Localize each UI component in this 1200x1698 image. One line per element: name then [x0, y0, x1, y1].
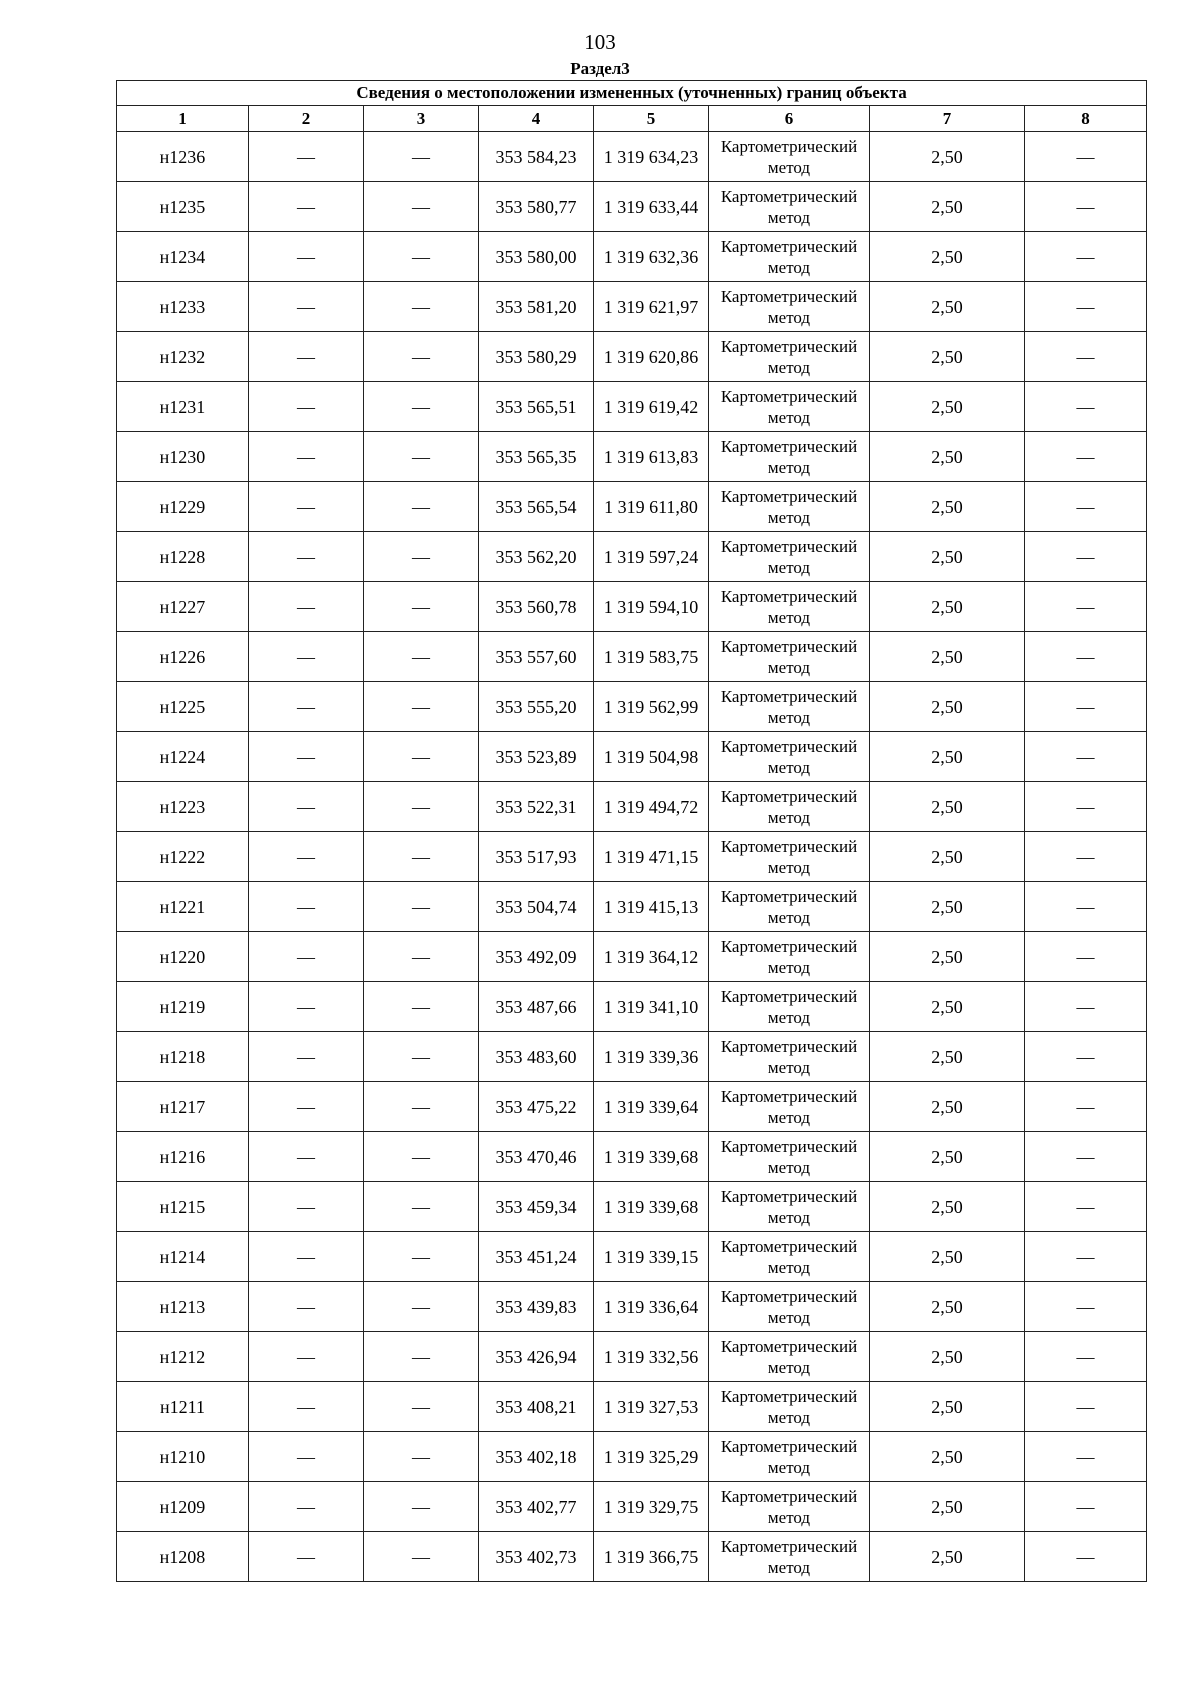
empty-value-cell: — [249, 982, 364, 1032]
empty-value-cell: — [249, 882, 364, 932]
empty-value-cell: — [1025, 282, 1147, 332]
point-number-cell: н1212 [117, 1332, 249, 1382]
y-coordinate-cell: 1 319 634,23 [594, 132, 709, 182]
table-row [117, 1132, 1147, 1182]
y-coordinate-cell: 1 319 339,36 [594, 1032, 709, 1082]
point-number-cell: н1230 [117, 432, 249, 482]
x-coordinate-cell: 353 565,54 [479, 482, 594, 532]
empty-value-cell: — [364, 1332, 479, 1382]
y-coordinate-cell: 1 319 339,64 [594, 1082, 709, 1132]
point-number-cell: н1210 [117, 1432, 249, 1482]
empty-value-cell: — [364, 482, 479, 532]
accuracy-cell: 2,50 [870, 782, 1025, 832]
method-cell: Картометрический метод [709, 832, 870, 882]
y-coordinate-cell: 1 319 336,64 [594, 1282, 709, 1332]
empty-value-cell: — [249, 1182, 364, 1232]
empty-value-cell: — [249, 382, 364, 432]
x-coordinate-cell: 353 475,22 [479, 1082, 594, 1132]
y-coordinate-cell: 1 319 364,12 [594, 932, 709, 982]
y-coordinate-cell: 1 319 632,36 [594, 232, 709, 282]
x-coordinate-cell: 353 562,20 [479, 532, 594, 582]
column-number: 4 [479, 106, 594, 132]
empty-value-cell: — [364, 132, 479, 182]
empty-value-cell: — [249, 1232, 364, 1282]
accuracy-cell: 2,50 [870, 932, 1025, 982]
empty-value-cell: — [1025, 1532, 1147, 1582]
method-cell: Картометрический метод [709, 332, 870, 382]
empty-value-cell: — [1025, 1282, 1147, 1332]
table-row [117, 132, 1147, 182]
y-coordinate-cell: 1 319 597,24 [594, 532, 709, 582]
empty-value-cell: — [249, 782, 364, 832]
point-number-cell: н1209 [117, 1482, 249, 1532]
table-row [117, 632, 1147, 682]
empty-value-cell: — [364, 1432, 479, 1482]
empty-value-cell: — [364, 532, 479, 582]
y-coordinate-cell: 1 319 583,75 [594, 632, 709, 682]
accuracy-cell: 2,50 [870, 532, 1025, 582]
empty-value-cell: — [364, 182, 479, 232]
accuracy-cell: 2,50 [870, 232, 1025, 282]
accuracy-cell: 2,50 [870, 1232, 1025, 1282]
empty-value-cell: — [249, 682, 364, 732]
point-number-cell: н1213 [117, 1282, 249, 1332]
accuracy-cell: 2,50 [870, 182, 1025, 232]
x-coordinate-cell: 353 402,18 [479, 1432, 594, 1482]
empty-value-cell: — [1025, 832, 1147, 882]
x-coordinate-cell: 353 459,34 [479, 1182, 594, 1232]
empty-value-cell: — [1025, 332, 1147, 382]
point-number-cell: н1216 [117, 1132, 249, 1182]
x-coordinate-cell: 353 426,94 [479, 1332, 594, 1382]
point-number-cell: н1211 [117, 1382, 249, 1432]
table-row [117, 682, 1147, 732]
point-number-cell: н1221 [117, 882, 249, 932]
x-coordinate-cell: 353 580,00 [479, 232, 594, 282]
method-cell: Картометрический метод [709, 282, 870, 332]
table-caption-row [117, 81, 1147, 106]
point-number-cell: н1227 [117, 582, 249, 632]
point-number-cell: н1224 [117, 732, 249, 782]
x-coordinate-cell: 353 580,77 [479, 182, 594, 232]
point-number-cell: н1234 [117, 232, 249, 282]
accuracy-cell: 2,50 [870, 882, 1025, 932]
column-number: 1 [117, 106, 249, 132]
x-coordinate-cell: 353 522,31 [479, 782, 594, 832]
page-number: 103 [584, 30, 616, 54]
table-row [117, 782, 1147, 832]
empty-value-cell: — [249, 232, 364, 282]
method-cell: Картометрический метод [709, 1032, 870, 1082]
empty-value-cell: — [1025, 382, 1147, 432]
table-row [117, 232, 1147, 282]
point-number-cell: н1218 [117, 1032, 249, 1082]
empty-value-cell: — [1025, 582, 1147, 632]
y-coordinate-cell: 1 319 339,15 [594, 1232, 709, 1282]
point-number-cell: н1214 [117, 1232, 249, 1282]
y-coordinate-cell: 1 319 613,83 [594, 432, 709, 482]
y-coordinate-cell: 1 319 633,44 [594, 182, 709, 232]
method-cell: Картометрический метод [709, 482, 870, 532]
empty-value-cell: — [1025, 1332, 1147, 1382]
empty-value-cell: — [249, 732, 364, 782]
empty-value-cell: — [1025, 1432, 1147, 1482]
point-number-cell: н1217 [117, 1082, 249, 1132]
empty-value-cell: — [364, 682, 479, 732]
method-cell: Картометрический метод [709, 932, 870, 982]
column-number: 2 [249, 106, 364, 132]
method-cell: Картометрический метод [709, 532, 870, 582]
table-row [117, 1182, 1147, 1232]
accuracy-cell: 2,50 [870, 632, 1025, 682]
empty-value-cell: — [1025, 1132, 1147, 1182]
table-row [117, 282, 1147, 332]
method-cell: Картометрический метод [709, 1132, 870, 1182]
x-coordinate-cell: 353 439,83 [479, 1282, 594, 1332]
empty-value-cell: — [1025, 532, 1147, 582]
accuracy-cell: 2,50 [870, 1332, 1025, 1382]
accuracy-cell: 2,50 [870, 732, 1025, 782]
x-coordinate-cell: 353 523,89 [479, 732, 594, 782]
method-cell: Картометрический метод [709, 1282, 870, 1332]
empty-value-cell: — [364, 1032, 479, 1082]
table-row [117, 182, 1147, 232]
method-cell: Картометрический метод [709, 1232, 870, 1282]
empty-value-cell: — [249, 532, 364, 582]
empty-value-cell: — [1025, 682, 1147, 732]
empty-value-cell: — [249, 1032, 364, 1082]
empty-value-cell: — [364, 1382, 479, 1432]
empty-value-cell: — [364, 1282, 479, 1332]
method-cell: Картометрический метод [709, 132, 870, 182]
table-caption: Сведения о местоположении измененных (уточненных) границ объекта [117, 81, 1147, 106]
x-coordinate-cell: 353 470,46 [479, 1132, 594, 1182]
table-row [117, 332, 1147, 382]
y-coordinate-cell: 1 319 339,68 [594, 1182, 709, 1232]
empty-value-cell: — [364, 982, 479, 1032]
empty-value-cell: — [364, 432, 479, 482]
empty-value-cell: — [249, 832, 364, 882]
empty-value-cell: — [1025, 632, 1147, 682]
empty-value-cell: — [249, 282, 364, 332]
x-coordinate-cell: 353 581,20 [479, 282, 594, 332]
point-number-cell: н1215 [117, 1182, 249, 1232]
column-number: 3 [364, 106, 479, 132]
empty-value-cell: — [1025, 782, 1147, 832]
y-coordinate-cell: 1 319 494,72 [594, 782, 709, 832]
empty-value-cell: — [364, 1082, 479, 1132]
table-row [117, 1532, 1147, 1582]
column-number: 7 [870, 106, 1025, 132]
empty-value-cell: — [364, 1232, 479, 1282]
table-row [117, 882, 1147, 932]
y-coordinate-cell: 1 319 325,29 [594, 1432, 709, 1482]
accuracy-cell: 2,50 [870, 1482, 1025, 1532]
empty-value-cell: — [1025, 182, 1147, 232]
accuracy-cell: 2,50 [870, 382, 1025, 432]
empty-value-cell: — [249, 1432, 364, 1482]
table-row [117, 1032, 1147, 1082]
empty-value-cell: — [364, 282, 479, 332]
empty-value-cell: — [1025, 1232, 1147, 1282]
table-row [117, 1432, 1147, 1482]
method-cell: Картометрический метод [709, 1482, 870, 1532]
method-cell: Картометрический метод [709, 682, 870, 732]
point-number-cell: н1222 [117, 832, 249, 882]
empty-value-cell: — [249, 132, 364, 182]
table-row [117, 732, 1147, 782]
table-row [117, 832, 1147, 882]
empty-value-cell: — [1025, 482, 1147, 532]
accuracy-cell: 2,50 [870, 582, 1025, 632]
empty-value-cell: — [364, 1482, 479, 1532]
method-cell: Картометрический метод [709, 982, 870, 1032]
point-number-cell: н1231 [117, 382, 249, 432]
y-coordinate-cell: 1 319 366,75 [594, 1532, 709, 1582]
x-coordinate-cell: 353 580,29 [479, 332, 594, 382]
x-coordinate-cell: 353 504,74 [479, 882, 594, 932]
empty-value-cell: — [249, 432, 364, 482]
table-row [117, 482, 1147, 532]
x-coordinate-cell: 353 557,60 [479, 632, 594, 682]
empty-value-cell: — [1025, 232, 1147, 282]
table-row [117, 982, 1147, 1032]
method-cell: Картометрический метод [709, 232, 870, 282]
empty-value-cell: — [1025, 732, 1147, 782]
accuracy-cell: 2,50 [870, 1532, 1025, 1582]
empty-value-cell: — [364, 782, 479, 832]
empty-value-cell: — [249, 1482, 364, 1532]
method-cell: Картометрический метод [709, 1382, 870, 1432]
accuracy-cell: 2,50 [870, 1032, 1025, 1082]
x-coordinate-cell: 353 483,60 [479, 1032, 594, 1082]
empty-value-cell: — [1025, 1032, 1147, 1082]
accuracy-cell: 2,50 [870, 1182, 1025, 1232]
method-cell: Картометрический метод [709, 1332, 870, 1382]
x-coordinate-cell: 353 408,21 [479, 1382, 594, 1432]
x-coordinate-cell: 353 402,73 [479, 1532, 594, 1582]
x-coordinate-cell: 353 402,77 [479, 1482, 594, 1532]
table-row [117, 432, 1147, 482]
empty-value-cell: — [249, 582, 364, 632]
table-row [117, 532, 1147, 582]
x-coordinate-cell: 353 492,09 [479, 932, 594, 982]
table-body [117, 132, 1147, 1582]
empty-value-cell: — [1025, 882, 1147, 932]
table-row [117, 382, 1147, 432]
y-coordinate-cell: 1 319 611,80 [594, 482, 709, 532]
empty-value-cell: — [249, 1532, 364, 1582]
point-number-cell: н1223 [117, 782, 249, 832]
point-number-cell: н1220 [117, 932, 249, 982]
y-coordinate-cell: 1 319 621,97 [594, 282, 709, 332]
method-cell: Картометрический метод [709, 582, 870, 632]
method-cell: Картометрический метод [709, 632, 870, 682]
accuracy-cell: 2,50 [870, 432, 1025, 482]
empty-value-cell: — [364, 582, 479, 632]
accuracy-cell: 2,50 [870, 282, 1025, 332]
empty-value-cell: — [249, 1332, 364, 1382]
point-number-cell: н1232 [117, 332, 249, 382]
empty-value-cell: — [1025, 1182, 1147, 1232]
accuracy-cell: 2,50 [870, 1282, 1025, 1332]
table-row [117, 1082, 1147, 1132]
empty-value-cell: — [1025, 1382, 1147, 1432]
section-label: Раздел3 [570, 59, 630, 78]
empty-value-cell: — [1025, 1482, 1147, 1532]
empty-value-cell: — [364, 932, 479, 982]
x-coordinate-cell: 353 565,35 [479, 432, 594, 482]
y-coordinate-cell: 1 319 329,75 [594, 1482, 709, 1532]
point-number-cell: н1236 [117, 132, 249, 182]
method-cell: Картометрический метод [709, 1532, 870, 1582]
empty-value-cell: — [249, 932, 364, 982]
empty-value-cell: — [364, 832, 479, 882]
empty-value-cell: — [249, 1082, 364, 1132]
point-number-cell: н1226 [117, 632, 249, 682]
y-coordinate-cell: 1 319 415,13 [594, 882, 709, 932]
point-number-cell: н1225 [117, 682, 249, 732]
empty-value-cell: — [364, 632, 479, 682]
accuracy-cell: 2,50 [870, 1082, 1025, 1132]
accuracy-cell: 2,50 [870, 1382, 1025, 1432]
accuracy-cell: 2,50 [870, 132, 1025, 182]
point-number-cell: н1233 [117, 282, 249, 332]
point-number-cell: н1235 [117, 182, 249, 232]
table-row [117, 582, 1147, 632]
coordinates-table [116, 80, 1147, 1582]
table-row [117, 1482, 1147, 1532]
y-coordinate-cell: 1 319 562,99 [594, 682, 709, 732]
accuracy-cell: 2,50 [870, 482, 1025, 532]
empty-value-cell: — [364, 332, 479, 382]
empty-value-cell: — [1025, 982, 1147, 1032]
table-row [117, 932, 1147, 982]
x-coordinate-cell: 353 565,51 [479, 382, 594, 432]
point-number-cell: н1228 [117, 532, 249, 582]
table-row [117, 1232, 1147, 1282]
empty-value-cell: — [1025, 1082, 1147, 1132]
accuracy-cell: 2,50 [870, 682, 1025, 732]
empty-value-cell: — [1025, 432, 1147, 482]
y-coordinate-cell: 1 319 341,10 [594, 982, 709, 1032]
column-number-row [117, 106, 1147, 132]
method-cell: Картометрический метод [709, 182, 870, 232]
column-number: 5 [594, 106, 709, 132]
table-row [117, 1332, 1147, 1382]
y-coordinate-cell: 1 319 594,10 [594, 582, 709, 632]
accuracy-cell: 2,50 [870, 982, 1025, 1032]
empty-value-cell: — [249, 1382, 364, 1432]
y-coordinate-cell: 1 319 327,53 [594, 1382, 709, 1432]
column-number: 8 [1025, 106, 1147, 132]
y-coordinate-cell: 1 319 339,68 [594, 1132, 709, 1182]
empty-value-cell: — [364, 232, 479, 282]
empty-value-cell: — [249, 1132, 364, 1182]
point-number-cell: н1219 [117, 982, 249, 1032]
empty-value-cell: — [364, 1132, 479, 1182]
empty-value-cell: — [249, 482, 364, 532]
method-cell: Картометрический метод [709, 1182, 870, 1232]
y-coordinate-cell: 1 319 620,86 [594, 332, 709, 382]
column-number: 6 [709, 106, 870, 132]
empty-value-cell: — [364, 732, 479, 782]
accuracy-cell: 2,50 [870, 332, 1025, 382]
empty-value-cell: — [249, 332, 364, 382]
accuracy-cell: 2,50 [870, 1432, 1025, 1482]
x-coordinate-cell: 353 584,23 [479, 132, 594, 182]
accuracy-cell: 2,50 [870, 1132, 1025, 1182]
empty-value-cell: — [364, 1182, 479, 1232]
y-coordinate-cell: 1 319 619,42 [594, 382, 709, 432]
x-coordinate-cell: 353 555,20 [479, 682, 594, 732]
empty-value-cell: — [249, 182, 364, 232]
empty-value-cell: — [249, 632, 364, 682]
x-coordinate-cell: 353 487,66 [479, 982, 594, 1032]
accuracy-cell: 2,50 [870, 832, 1025, 882]
y-coordinate-cell: 1 319 471,15 [594, 832, 709, 882]
empty-value-cell: — [364, 882, 479, 932]
method-cell: Картометрический метод [709, 1082, 870, 1132]
empty-value-cell: — [364, 382, 479, 432]
x-coordinate-cell: 353 451,24 [479, 1232, 594, 1282]
empty-value-cell: — [249, 1282, 364, 1332]
method-cell: Картометрический метод [709, 732, 870, 782]
method-cell: Картометрический метод [709, 882, 870, 932]
method-cell: Картометрический метод [709, 1432, 870, 1482]
point-number-cell: н1229 [117, 482, 249, 532]
empty-value-cell: — [364, 1532, 479, 1582]
point-number-cell: н1208 [117, 1532, 249, 1582]
y-coordinate-cell: 1 319 504,98 [594, 732, 709, 782]
table-row [117, 1382, 1147, 1432]
method-cell: Картометрический метод [709, 432, 870, 482]
x-coordinate-cell: 353 560,78 [479, 582, 594, 632]
x-coordinate-cell: 353 517,93 [479, 832, 594, 882]
method-cell: Картометрический метод [709, 782, 870, 832]
empty-value-cell: — [1025, 932, 1147, 982]
y-coordinate-cell: 1 319 332,56 [594, 1332, 709, 1382]
empty-value-cell: — [1025, 132, 1147, 182]
table-row [117, 1282, 1147, 1332]
method-cell: Картометрический метод [709, 382, 870, 432]
